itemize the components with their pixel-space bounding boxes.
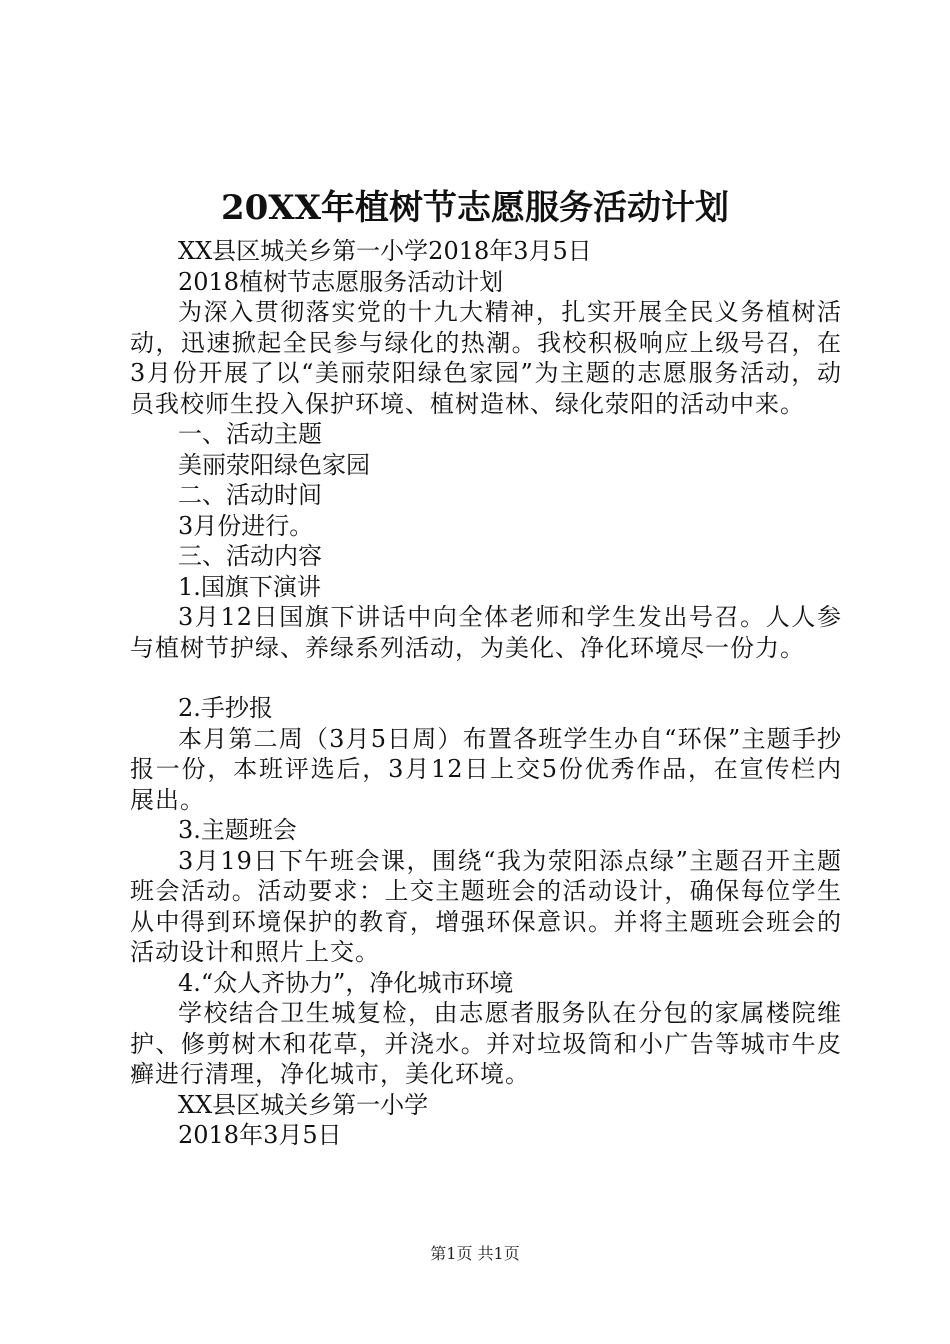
item3-title: 3.主题班会: [178, 816, 297, 844]
theme-text: 美丽荥阳绿色家园: [178, 450, 370, 479]
intro-paragraph: 为深入贯彻落实党的十九大精神，扎实开展全民义务植树活动，迅速掀起全民参与绿化的热潮。我校积极响应上级号召，在3月份开展了以“美丽荥阳绿色家园”为主题的志愿服务活动，动员我校师生投入保护环境、植树造林、绿化荥阳的活动中来。: [130, 298, 842, 418]
blank-line: [130, 663, 842, 693]
item2-title: 2.手抄报: [178, 694, 273, 722]
page-footer: 第1页 共1页: [430, 1244, 520, 1263]
item4-title: 4.“众人齐协力”，净化城市环境: [178, 968, 514, 997]
item1-title: 1.国旗下演讲: [178, 572, 321, 601]
signature-school: XX县区城关乡第一小学: [178, 1090, 429, 1119]
document-body: [130, 236, 842, 1151]
item4-paragraph: 学校结合卫生城复检，由志愿者服务队在分包的家属楼院维护、修剪树木和花草，并浇水。并对垃圾筒和小广告等城市牛皮癣进行清理，净化城市，美化环境。: [130, 999, 842, 1088]
document-title: 20XX年植树节志愿服务活动计划: [220, 188, 730, 228]
item1-paragraph: 3月12日国旗下讲话中向全体老师和学生发出号召。人人参与植树节护绿、养绿系列活动，为美化、净化环境尽一份力。: [130, 603, 842, 662]
section-heading-theme: 一、活动主题: [178, 420, 322, 448]
school-date-line: XX县区城关乡第一小学2018年3月5日: [178, 237, 592, 265]
time-text: 3月份进行。: [178, 511, 314, 540]
subtitle-line: 2018植树节志愿服务活动计划: [178, 267, 504, 296]
item2-paragraph: 本月第二周（3月5日周）布置各班学生办自“环保”主题手抄报一份，本班评选后，3月12日上交5份优秀作品，在宣传栏内展出。: [130, 724, 842, 814]
section-heading-time: 二、活动时间: [178, 481, 322, 509]
section-heading-content: 三、活动内容: [178, 542, 322, 570]
item3-paragraph: 3月19日下午班会课，围绕“我为荥阳添点绿”主题召开主题班会活动。活动要求：上交主题班会的活动设计，确保每位学生从中得到环境保护的教育，增强环保意识。并将主题班会班会的活动设计和照片上交。: [130, 846, 842, 966]
signature-date: 2018年3月5日: [178, 1121, 342, 1149]
